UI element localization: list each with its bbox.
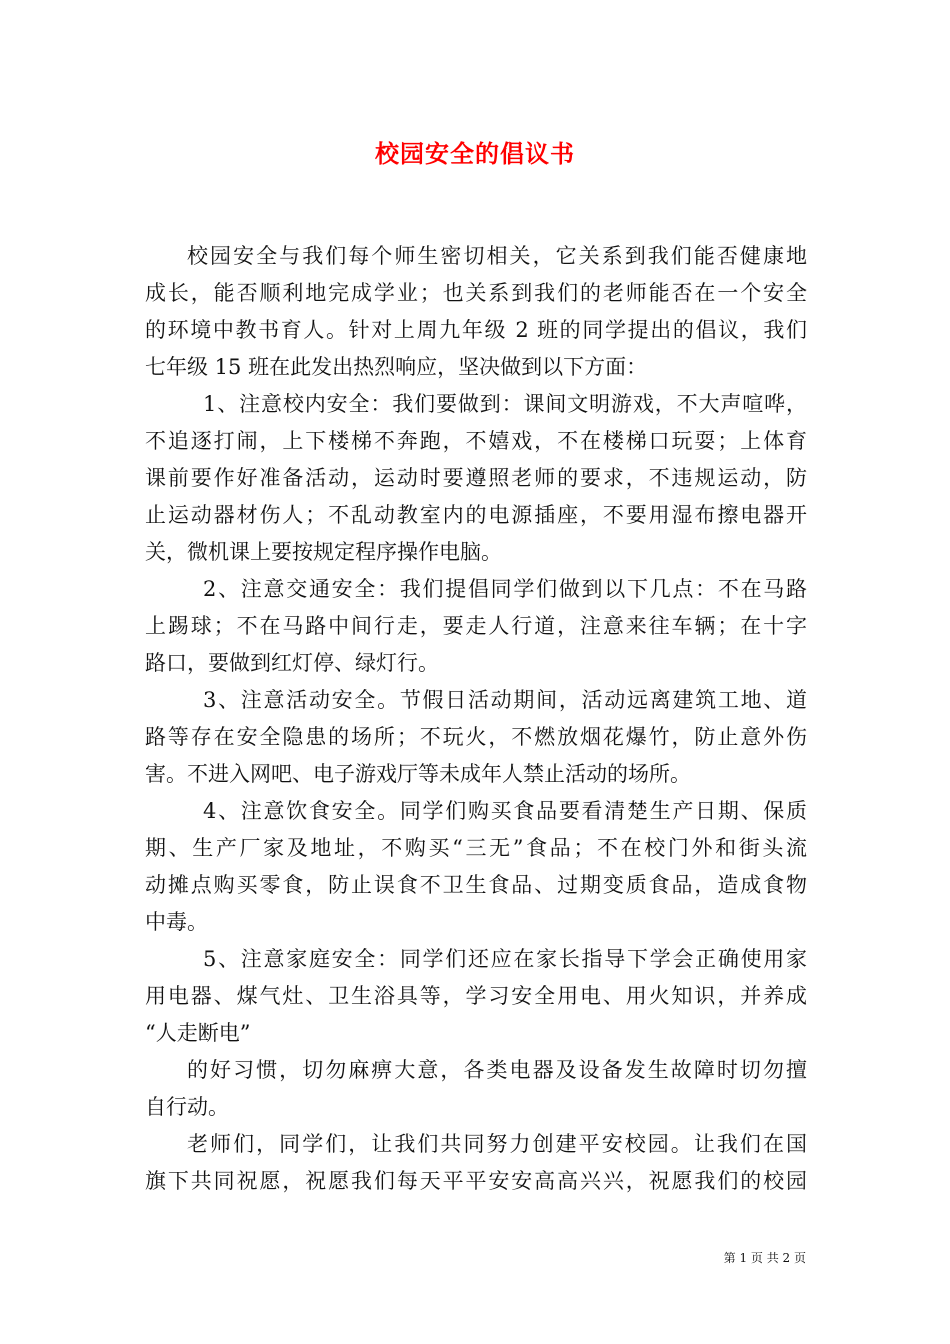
text-line: 中毒。 xyxy=(145,910,208,934)
text-line: 期、生产厂家及地址，不购买“三无”食品；不在校门外和街头流 xyxy=(145,836,807,860)
text-line: 旗下共同祝愿，祝愿我们每天平平安安高高兴兴，祝愿我们的校园 xyxy=(145,1169,807,1193)
text-line: 用电器、煤气灶、卫生浴具等，学习安全用电、用火知识，并养成 xyxy=(145,984,807,1008)
text-line: 关，微机课上要按规定程序操作电脑。 xyxy=(145,540,502,564)
document-body xyxy=(145,238,807,1200)
text-line: 1、注意校内安全：我们要做到：课间文明游戏，不大声喧哗， xyxy=(203,392,807,416)
text-line: 2、注意交通安全：我们提倡同学们做到以下几点：不在马路 xyxy=(203,577,807,601)
text-line: 动摊点购买零食，防止误食不卫生食品、过期变质食品，造成食物 xyxy=(145,873,807,897)
text-line: 上踢球；不在马路中间行走，要走人行道，注意来往车辆；在十字 xyxy=(145,614,807,638)
document-title: 校园安全的倡议书 xyxy=(375,139,575,168)
text-line: “人走断电” xyxy=(145,1021,251,1045)
text-line: 的环境中教书育人。针对上周九年级 2 班的同学提出的倡议，我们 xyxy=(145,318,807,342)
text-line: 4、注意饮食安全。同学们购买食品要看清楚生产日期、保质 xyxy=(203,799,807,823)
text-line: 七年级 15 班在此发出热烈响应，坚决做到以下方面： xyxy=(145,355,648,379)
text-line: 不追逐打闹，上下楼梯不奔跑，不嬉戏，不在楼梯口玩耍；上体育 xyxy=(145,429,807,453)
text-line: 老师们，同学们，让我们共同努力创建平安校园。让我们在国 xyxy=(187,1132,807,1156)
text-line: 止运动器材伤人；不乱动教室内的电源插座，不要用湿布擦电器开 xyxy=(145,503,807,527)
text-line: 自行动。 xyxy=(145,1095,229,1119)
text-line: 校园安全与我们每个师生密切相关，它关系到我们能否健康地 xyxy=(187,244,807,268)
text-line: 的好习惯，切勿麻痹大意，各类电器及设备发生故障时切勿擅 xyxy=(187,1058,807,1082)
text-line: 3、注意活动安全。节假日活动期间，活动远离建筑工地、道 xyxy=(203,688,807,712)
text-line: 路口，要做到红灯停、绿灯行。 xyxy=(145,651,439,675)
text-line: 课前要作好准备活动，运动时要遵照老师的要求，不违规运动，防 xyxy=(145,466,807,490)
text-line: 5、注意家庭安全：同学们还应在家长指导下学会正确使用家 xyxy=(203,947,807,971)
text-line: 路等存在安全隐患的场所；不玩火，不燃放烟花爆竹，防止意外伤 xyxy=(145,725,807,749)
page-number: 第 1 页 共 2 页 xyxy=(723,1251,806,1265)
text-line: 成长，能否顺利地完成学业；也关系到我们的老师能否在一个安全 xyxy=(145,281,807,305)
text-line: 害。不进入网吧、电子游戏厅等未成年人禁止活动的场所。 xyxy=(145,762,691,786)
